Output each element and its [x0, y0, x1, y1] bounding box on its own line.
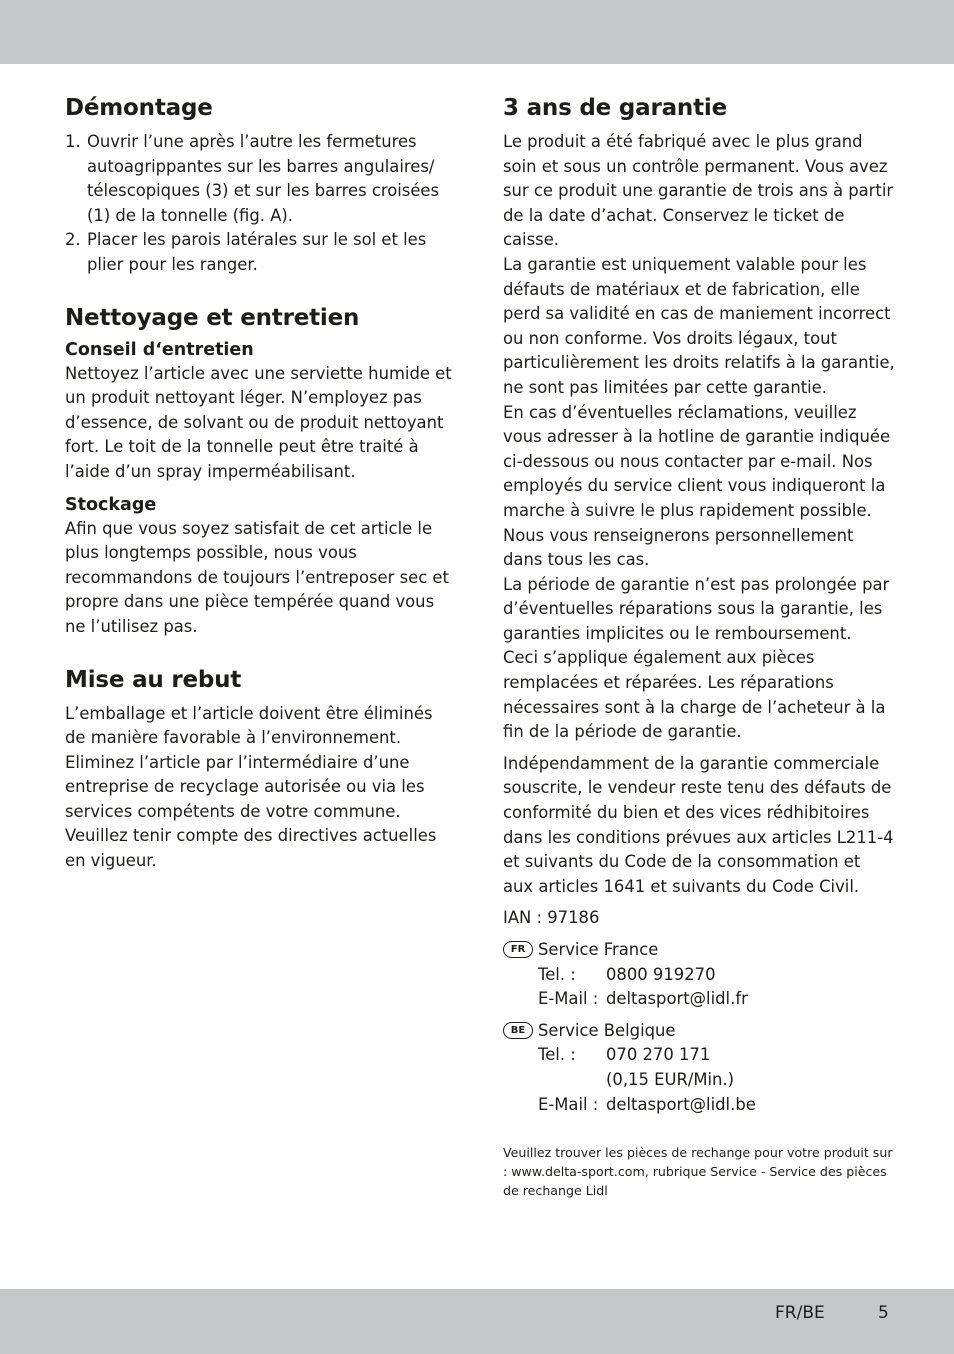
rebut-heading: Mise au rebut: [65, 666, 242, 693]
be-country-badge-icon: BE: [503, 1022, 533, 1039]
service-belgique-email-link[interactable]: deltasport@lidl.be: [606, 1094, 756, 1114]
mail-label: E-Mail :: [538, 1094, 599, 1114]
tel-label: Tel. :: [538, 1045, 576, 1065]
garantie-paragraph-1: Le produit a été fabriqué avec le plus grand soin et sous un contrôle permanent. Vous avez sur ce produit une garantie de trois ans à partir de la date d’achat. Conservez le ticket de caisse.: [503, 132, 894, 250]
garantie-paragraph-4: La période de garantie n’est pas prolongée par d’éventuelles réparations sous la garantie, les garanties implicites ou le remboursement.: [503, 574, 890, 643]
stockage-heading: Stockage: [65, 494, 157, 515]
service-france: [503, 938, 895, 1012]
garantie-heading: 3 ans de garantie: [503, 95, 727, 121]
conseil-heading: Conseil d‘entretien: [65, 339, 254, 360]
service-belgique-tel-note: (0,15 EUR/Min.): [606, 1069, 735, 1089]
service-belgique-name: Service Belgique: [538, 1020, 676, 1040]
ian-number: IAN : 97186: [503, 908, 600, 928]
spare-parts-note: Veuillez trouver les pièces de rechange pour votre produit sur : www.delta-sport.com, rubrique Service - Service des pièces de rechange Lidl: [503, 1145, 893, 1199]
tel-label: Tel. :: [538, 964, 576, 984]
stockage-text: Afin que vous soyez satisfait de cet article le plus longtemps possible, nous vous recommandons de toujours l’entreposer sec et propre dans une pièce tempérée quand vous ne l’utilisez pas.: [65, 518, 449, 636]
service-france-mail-row: [538, 987, 895, 1012]
rebut-text-2: Eliminez l’article par l’intermédiaire d’une entreprise de recyclage autorisée ou via les services compétents de votre commune. Veuillez tenir compte des directives actuelles en vigueur.: [65, 752, 437, 871]
demontage-steps: [65, 130, 455, 278]
garantie-paragraph-2: La garantie est uniquement valable pour les défauts de matériaux et de fabrication, elle perd sa validité en cas de maniement incorrect ou non conforme. Vos droits légaux, tout particulièrement les droits relatifs à la garantie, ne sont pas limitées par cette garantie.: [503, 254, 895, 397]
list-item: 2. Placer les parois latérales sur le sol et les plier pour les ranger.: [65, 230, 427, 274]
list-item: 1. Ouvrir l’une après l’autre les fermetures autoagrippantes sur les barres angulaires/ télescopiques (3) et sur les barres croisées (1) de la tonnelle (fig. A).: [65, 132, 440, 225]
garantie-paragraph-6: Indépendamment de la garantie commerciale souscrite, le vendeur reste tenu des défauts de conformité du bien et des vices rédhibitoires dans les conditions prévues aux articles L211-4 et suivants du Code de la consommation et aux articles 1641 et suivants du Code Civil.: [503, 753, 894, 896]
conseil-text: Nettoyez l’article avec une serviette humide et un produit nettoyant léger. N’employez pas d’essence, de solvant ou de produit nettoyant fort. Le toit de la tonnelle peut être traité à l’aide d’un spray imperméabilisant.: [65, 363, 452, 481]
service-belgique-mail-row: [538, 1093, 895, 1118]
demontage-heading: Démontage: [65, 95, 213, 121]
fr-country-badge-icon: FR: [503, 941, 533, 958]
service-france-email-link[interactable]: deltasport@lidl.fr: [606, 989, 748, 1009]
mail-label: E-Mail :: [538, 989, 599, 1009]
service-france-tel: 0800 919270: [606, 964, 716, 984]
service-france-tel-row: [538, 963, 895, 988]
service-france-name: Service France: [538, 940, 659, 959]
rebut-text-1: L’emballage et l’article doivent être éliminés de manière favorable à l’environnement.: [65, 703, 433, 748]
footer-language: FR/BE: [775, 1303, 825, 1323]
garantie-paragraph-3: En cas d’éventuelles réclamations, veuillez vous adresser à la hotline de garantie indiquée ci-dessous ou nous contacter par e-mail. Nos employés du service client vous indiqueront la marche à suivre le plus rapidement possible. Nous vous renseignerons personnellement dans tous les cas.: [503, 402, 891, 570]
header-band: [0, 0, 954, 64]
service-belgique: [503, 1019, 895, 1117]
service-belgique-tel: 070 270 171: [606, 1045, 711, 1065]
garantie-paragraph-5: Ceci s’applique également aux pièces remplacées et réparées. Les réparations nécessaires sont à la charge de l’acheteur à la fin de la période de garantie.: [503, 648, 886, 742]
nettoyage-heading: Nettoyage et entretien: [65, 304, 360, 331]
right-column: [503, 92, 895, 1200]
left-column: [65, 92, 455, 874]
service-belgique-tel-note-row: [538, 1068, 895, 1093]
page-number: 5: [878, 1303, 889, 1323]
service-belgique-tel-row: [538, 1043, 895, 1068]
